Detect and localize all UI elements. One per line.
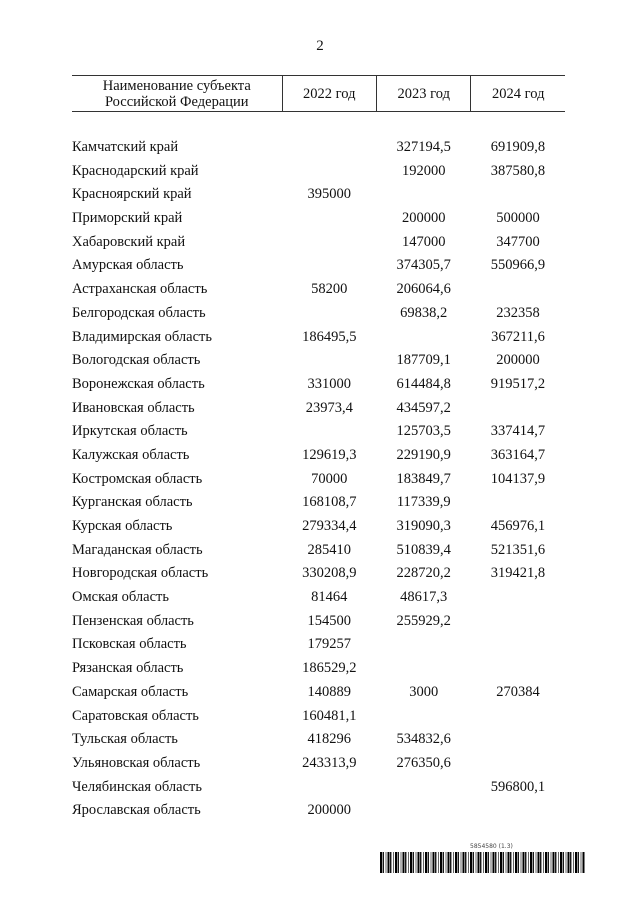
table-row <box>72 254 565 278</box>
value-2022-cell: 70000 <box>311 470 348 487</box>
value-2023-cell: 510839,4 <box>396 541 451 558</box>
region-name-cell: Хабаровский край <box>72 233 186 250</box>
value-2023-cell: 187709,1 <box>396 352 451 369</box>
value-2024-cell: 347700 <box>496 233 540 250</box>
value-2022-cell: 330208,9 <box>302 565 357 582</box>
table-row <box>72 302 565 326</box>
region-name-cell: Рязанская область <box>72 660 184 677</box>
value-2022-cell <box>282 230 376 254</box>
value-2024-cell <box>471 183 565 207</box>
value-2024-cell <box>471 799 565 823</box>
value-2024-cell: 232358 <box>496 304 540 321</box>
header-region-name-line2: Российской Федерации <box>104 93 249 110</box>
value-2023-cell: 434597,2 <box>396 399 451 416</box>
value-2022-cell <box>282 349 376 373</box>
value-2022-cell: 140889 <box>307 683 351 700</box>
region-name-cell: Пензенская область <box>72 612 194 629</box>
value-2024-cell <box>471 278 565 302</box>
table-row <box>72 183 565 207</box>
value-2022-cell: 418296 <box>307 731 351 748</box>
region-name-cell: Новгородская область <box>72 565 209 582</box>
table-row <box>72 230 565 254</box>
table-row <box>72 325 565 349</box>
table-row <box>72 586 565 610</box>
value-2024-cell: 500000 <box>496 210 540 227</box>
region-name-cell: Магаданская область <box>72 541 203 558</box>
value-2023-cell: 69838,2 <box>400 304 448 321</box>
region-name-cell: Белгородская область <box>72 304 206 321</box>
region-name-cell: Красноярский край <box>72 186 192 203</box>
value-2024-cell: 270384 <box>496 683 540 700</box>
region-name-cell: Воронежская область <box>72 375 205 392</box>
table-row <box>72 278 565 302</box>
table-row <box>72 633 565 657</box>
region-name-cell: Омская область <box>72 589 169 606</box>
value-2024-cell: 367211,6 <box>491 328 545 345</box>
value-2022-cell: 129619,3 <box>302 446 357 463</box>
value-2022-cell: 23973,4 <box>305 399 353 416</box>
value-2023-cell: 206064,6 <box>396 281 451 298</box>
value-2022-cell: 154500 <box>307 612 351 629</box>
header-region-name <box>72 76 282 112</box>
value-2022-cell <box>282 420 376 444</box>
region-name-cell: Саратовская область <box>72 707 199 724</box>
table-row <box>72 491 565 515</box>
header-2023: 2023 год <box>377 76 471 112</box>
value-2024-cell: 456976,1 <box>490 518 546 535</box>
value-2023-cell: 319090,3 <box>396 518 451 535</box>
value-2022-cell <box>282 775 376 799</box>
region-name-cell: Ярославская область <box>72 802 201 819</box>
region-name-cell: Курская область <box>72 518 173 535</box>
region-name-cell: Калужская область <box>72 446 190 463</box>
table-row <box>72 207 565 231</box>
value-2022-cell: 186529,2 <box>302 660 357 677</box>
value-2024-cell <box>471 633 565 657</box>
region-name-cell: Камчатский край <box>72 139 179 156</box>
value-2023-cell: 117339,9 <box>396 494 451 511</box>
value-2023-cell <box>377 183 471 207</box>
region-name-cell: Владимирская область <box>72 328 212 345</box>
value-2023-cell <box>377 325 471 349</box>
header-2024: 2024 год <box>471 76 565 112</box>
value-2023-cell: 125703,5 <box>396 423 451 440</box>
table-row <box>72 515 565 539</box>
value-2023-cell: 374305,7 <box>396 257 451 274</box>
table-row <box>72 562 565 586</box>
region-name-cell: Ульяновская область <box>72 754 201 771</box>
region-name-cell: Самарская область <box>72 683 189 700</box>
value-2022-cell: 168108,7 <box>302 494 357 511</box>
value-2024-cell <box>471 752 565 776</box>
table-row <box>72 349 565 373</box>
region-name-cell: Иркутская область <box>72 423 188 440</box>
region-name-cell: Вологодская область <box>72 352 201 369</box>
header-spacer <box>72 112 565 136</box>
value-2023-cell: 147000 <box>401 233 446 250</box>
value-2023-cell: 255929,2 <box>396 612 451 629</box>
value-2022-cell: 243313,9 <box>302 754 357 771</box>
value-2023-cell: 534832,6 <box>396 731 451 748</box>
value-2023-cell: 614484,8 <box>396 375 451 392</box>
table-row <box>72 775 565 799</box>
value-2023-cell: 183849,7 <box>396 470 451 487</box>
value-2023-cell: 229190,9 <box>396 446 451 463</box>
table-header-row <box>72 76 565 112</box>
value-2022-cell: 331000 <box>307 375 351 392</box>
value-2023-cell: 192000 <box>401 162 446 179</box>
value-2024-cell: 550966,9 <box>490 257 546 274</box>
value-2024-cell <box>471 609 565 633</box>
region-name-cell: Приморский край <box>72 210 183 227</box>
region-name-cell: Псковская область <box>72 636 187 653</box>
table-row <box>72 396 565 420</box>
header-region-name-line1: Наименование субъекта <box>102 77 251 94</box>
barcode-image <box>380 852 585 873</box>
value-2022-cell: 179257 <box>307 636 351 653</box>
value-2022-cell: 160481,1 <box>302 707 357 724</box>
value-2024-cell: 691909,8 <box>490 139 546 156</box>
value-2024-cell: 104137,9 <box>490 470 546 487</box>
value-2022-cell <box>282 159 376 183</box>
table-row <box>72 467 565 491</box>
region-name-cell: Амурская область <box>72 257 184 274</box>
value-2022-cell <box>282 254 376 278</box>
value-2024-cell: 521351,6 <box>490 541 546 558</box>
value-2022-cell: 200000 <box>307 802 351 819</box>
table-row <box>72 752 565 776</box>
region-name-cell: Ивановская область <box>72 399 195 416</box>
value-2022-cell <box>282 302 376 326</box>
region-name-cell: Тульская область <box>72 731 178 748</box>
value-2022-cell <box>282 136 376 160</box>
value-2023-cell: 276350,6 <box>396 754 451 771</box>
table-row <box>72 136 565 160</box>
region-name-cell: Астраханская область <box>72 281 208 298</box>
subsidy-table <box>72 75 565 823</box>
value-2024-cell: 319421,8 <box>490 565 546 582</box>
value-2023-cell <box>377 775 471 799</box>
table-row <box>72 799 565 823</box>
value-2022-cell: 395000 <box>307 186 351 203</box>
table-row <box>72 538 565 562</box>
value-2023-cell <box>377 799 471 823</box>
table-row <box>72 159 565 183</box>
value-2024-cell <box>471 586 565 610</box>
value-2024-cell <box>471 657 565 681</box>
table-body <box>72 112 565 823</box>
value-2022-cell: 186495,5 <box>302 328 357 345</box>
table-row <box>72 681 565 705</box>
value-2024-cell <box>471 396 565 420</box>
value-2022-cell <box>282 207 376 231</box>
header-2022: 2022 год <box>282 76 376 112</box>
value-2023-cell: 200000 <box>401 210 446 227</box>
table-row <box>72 373 565 397</box>
value-2024-cell: 387580,8 <box>490 162 546 179</box>
table-row <box>72 609 565 633</box>
value-2023-cell <box>377 633 471 657</box>
table-row <box>72 704 565 728</box>
value-2022-cell: 279334,4 <box>302 518 357 535</box>
region-name-cell: Костромская область <box>72 470 203 487</box>
value-2024-cell <box>471 491 565 515</box>
value-2023-cell: 228720,2 <box>396 565 451 582</box>
table-row <box>72 444 565 468</box>
value-2022-cell: 58200 <box>311 281 348 298</box>
value-2023-cell <box>377 657 471 681</box>
value-2024-cell: 200000 <box>496 352 540 369</box>
region-name-cell: Курганская область <box>72 494 193 511</box>
barcode-label: 5854580 (1.3) <box>470 843 513 850</box>
value-2023-cell: 48617,3 <box>400 589 448 606</box>
table-row <box>72 420 565 444</box>
value-2023-cell: 3000 <box>409 683 439 700</box>
value-2024-cell: 596800,1 <box>490 778 546 795</box>
value-2023-cell <box>377 704 471 728</box>
table-row <box>72 728 565 752</box>
value-2022-cell: 81464 <box>311 589 348 606</box>
page-number: 2 <box>316 38 324 54</box>
table-row <box>72 657 565 681</box>
value-2024-cell <box>471 704 565 728</box>
value-2024-cell <box>471 728 565 752</box>
value-2023-cell: 327194,5 <box>396 139 451 156</box>
region-name-cell: Краснодарский край <box>72 162 199 179</box>
value-2024-cell: 363164,7 <box>490 446 546 463</box>
region-name-cell: Челябинская область <box>72 778 202 795</box>
value-2024-cell: 919517,2 <box>490 375 546 392</box>
value-2024-cell: 337414,7 <box>490 423 546 440</box>
value-2022-cell: 285410 <box>307 541 351 558</box>
